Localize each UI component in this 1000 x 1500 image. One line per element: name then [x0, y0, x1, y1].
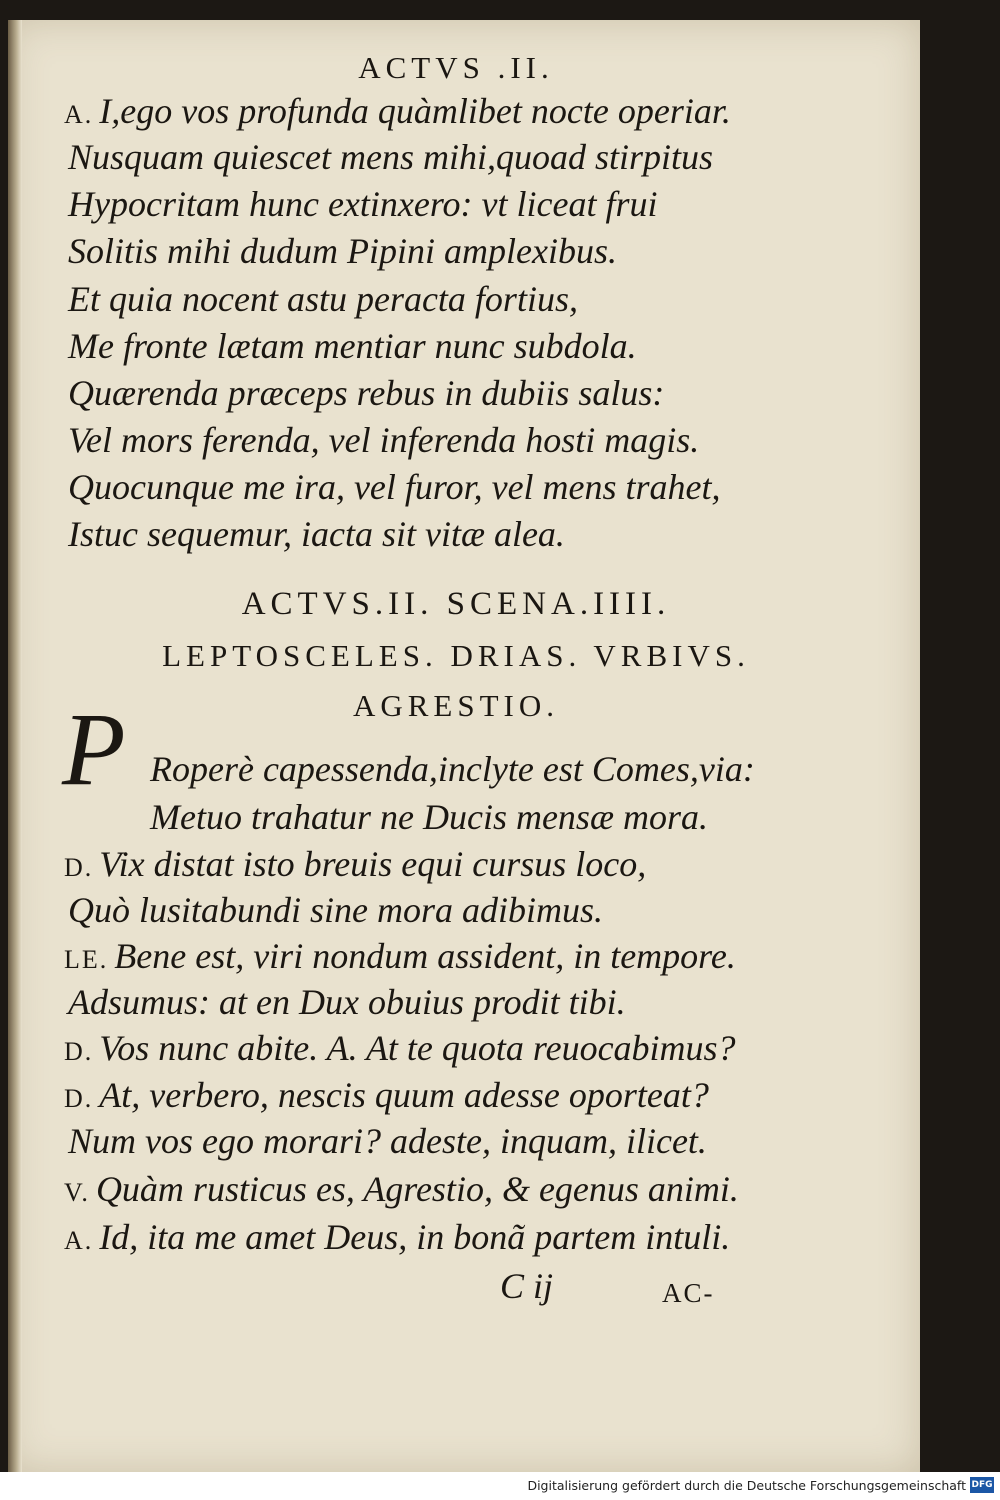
verse-line [68, 466, 721, 508]
verse-text: Metuo trahatur ne Ducis mensæ mora. [150, 797, 708, 837]
verse-text: Nusquam quiescet mens mihi,quoad stirpitus [68, 137, 713, 177]
verse-text: Quò lusitabundi sine mora adibimus. [68, 890, 604, 930]
verse-text: Me fronte lætam mentiar nunc subdola. [68, 326, 637, 366]
characters-line: AGRESTIO. [352, 688, 560, 723]
verse-line [68, 1120, 707, 1162]
drop-cap-initial: P [62, 692, 126, 807]
verse-line [150, 748, 755, 790]
verse-line [68, 372, 664, 414]
verse-line [150, 796, 708, 838]
verse-text: Quocunque me ira, vel furor, vel mens trahet, [68, 467, 721, 507]
verse-text: Hypocritam hunc extinxero: vt liceat frui [68, 184, 658, 224]
verse-line [68, 325, 637, 367]
verse-line [64, 843, 646, 889]
verse-text: Quærenda præceps rebus in dubiis salus: [68, 373, 665, 413]
verse-text: Solitis mihi dudum Pipini amplexibus. [68, 231, 617, 271]
verse-text: Vix distat isto breuis equi cursus loco, [99, 844, 647, 884]
verse-text: Id, ita me amet Deus, in bonã partem intuli. [99, 1217, 731, 1257]
verse-text: Vos nunc abite. A. At te quota reuocabimus? [99, 1028, 736, 1068]
verse-line [64, 935, 736, 981]
verse-text: Bene est, viri nondum assident, in tempore. [114, 936, 736, 976]
verse-line [64, 1027, 736, 1073]
running-head: ACTVS .II. [358, 50, 554, 85]
verse-text: Adsumus: at en Dux obuius prodit tibi. [68, 982, 626, 1022]
signature-mark: C ij [500, 1266, 554, 1306]
verse-line [68, 513, 565, 555]
verse-text: Roperè capessenda,inclyte est Comes,via: [150, 749, 755, 789]
verse-line [64, 1168, 739, 1214]
speaker-label: LE. [64, 945, 109, 974]
verse-line [68, 136, 713, 178]
speaker-label: V. [64, 1178, 90, 1207]
verse-text: Et quia nocent astu peracta fortius, [68, 279, 578, 319]
speaker-label: A. [64, 100, 94, 129]
catchword: AC- [662, 1278, 715, 1308]
verse-text: Istuc sequemur, iacta sit vitæ alea. [68, 514, 565, 554]
verse-line [68, 183, 657, 225]
characters-line: LEPTOSCELES. DRIAS. VRBIVS. [162, 638, 750, 673]
verse-text: Vel mors ferenda, vel inferenda hosti magis. [68, 420, 700, 460]
verse-line [64, 1074, 709, 1120]
speaker-label: D. [64, 1084, 94, 1113]
verse-line [68, 981, 626, 1023]
verse-line [68, 278, 578, 320]
verse-text: Num vos ego morari? adeste, inquam, ilicet. [68, 1121, 707, 1161]
dfg-logo-icon: DFG [970, 1477, 994, 1493]
verse-line [64, 90, 731, 136]
verse-line [64, 1216, 730, 1262]
speaker-label: D. [64, 853, 94, 882]
speaker-label: D. [64, 1037, 94, 1066]
verse-line [68, 419, 699, 461]
verse-line [68, 230, 617, 272]
verse-line [68, 889, 603, 931]
funding-credit: Digitalisierung gefördert durch die Deutsche Forschungsgemeinschaft [527, 1478, 966, 1493]
scene-heading: ACTVS.II. SCENA.IIII. [241, 586, 671, 622]
verse-text: At, verbero, nescis quum adesse oporteat? [99, 1075, 709, 1115]
speaker-label: A. [64, 1226, 94, 1255]
verse-text: I,ego vos profunda quàmlibet nocte operiar. [99, 91, 731, 131]
verse-text: Quàm rusticus es, Agrestio, & egenus animi. [95, 1169, 739, 1209]
